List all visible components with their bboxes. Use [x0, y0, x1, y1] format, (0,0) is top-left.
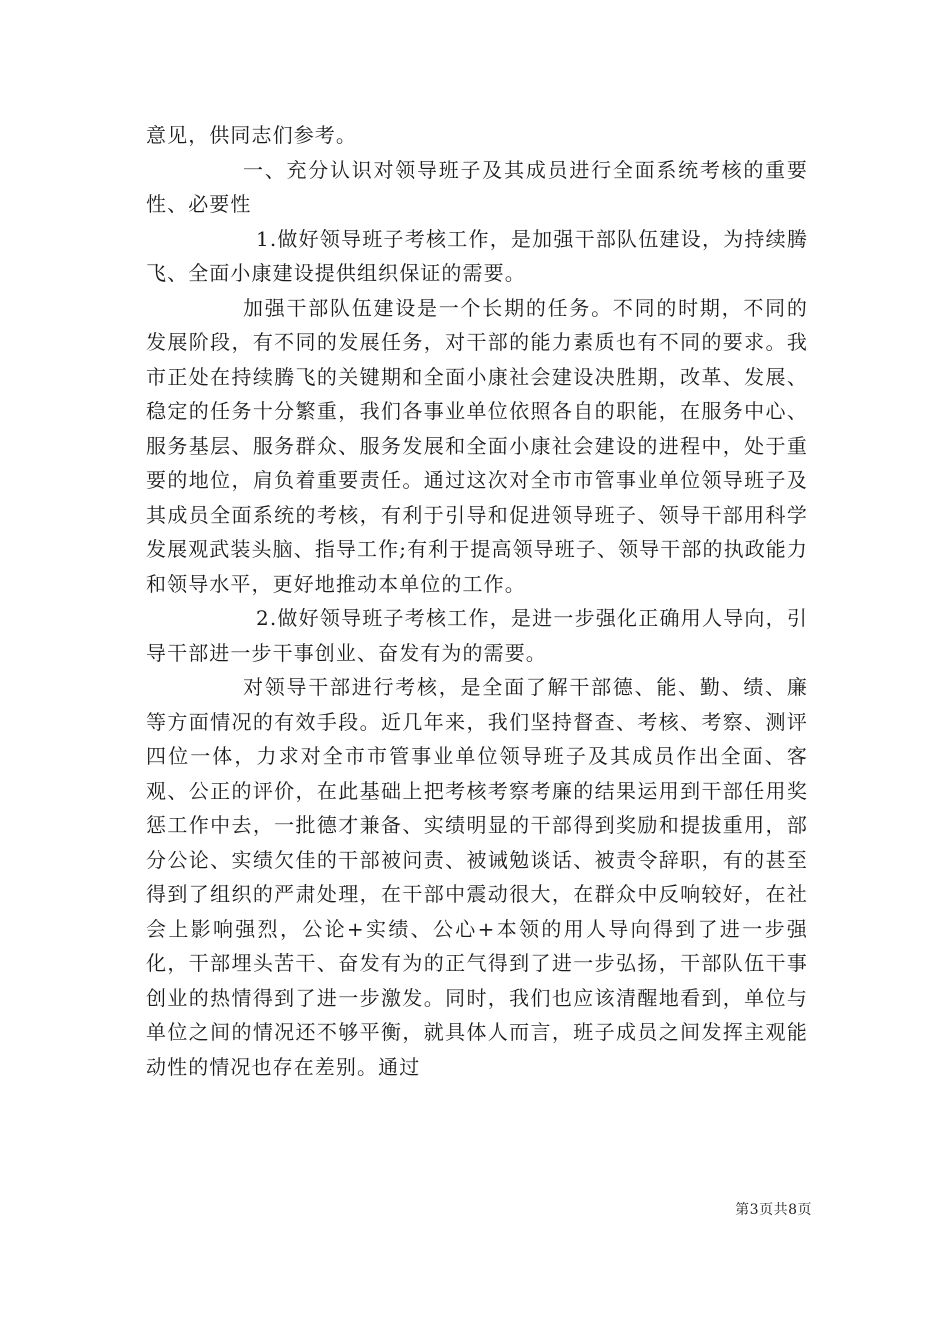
page-number: 第3页共8页	[735, 1202, 812, 1218]
numbered-point-1: 1.做好领导班子考核工作，是加强干部队伍建设，为持续腾飞、全面小康建设提供组织保证的需要。	[146, 226, 808, 285]
section-heading: 一、充分认识对领导班子及其成员进行全面系统考核的重要性、必要性	[146, 157, 808, 216]
paragraph-intro-end: 意见，供同志们参考。	[146, 123, 357, 147]
body-paragraph-1: 加强干部队伍建设是一个长期的任务。不同的时期，不同的发展阶段，有不同的发展任务，对干部的能力素质也有不同的要求。我市正处在持续腾飞的关键期和全面小康社会建设决胜期，改革、发展、稳定的任务十分繁重，我们各事业单位依照各自的职能，在服务中心、服务基层、服务群众、服务发展和全面小康社会建设的进程中，处于重要的地位，肩负着重要责任。通过这次对全市市管事业单位领导班子及其成员全面系统的考核，有利于引导和促进领导班子、领导干部用科学发展观武装头脑、指导工作;有利于提高领导班子、领导干部的执政能力和领导水平，更好地推动本单位的工作。	[146, 295, 808, 596]
body-paragraph-2: 对领导干部进行考核，是全面了解干部德、能、勤、绩、廉等方面情况的有效手段。近几年来，我们坚持督查、考核、考察、测评四位一体，力求对全市市管事业单位领导班子及其成员作出全面、客观、公正的评价，在此基础上把考核考察考廉的结果运用到干部任用奖惩工作中去，一批德才兼备、实绩明显的干部得到奖励和提拔重用，部分公论、实绩欠佳的干部被问责、被诫勉谈话、被责令辞职，有的甚至得到了组织的严肃处理，在干部中震动很大，在群众中反响较好，在社会上影响强烈，公论+实绩、公心+本领的用人导向得到了进一步强化，干部埋头苦干、奋发有为的正气得到了进一步弘扬，干部队伍干事创业的热情得到了进一步激发。同时，我们也应该清醒地看到，单位与单位之间的情况还不够平衡，就具体人而言，班子成员之间发挥主观能动性的情况也存在差别。通过	[146, 675, 808, 1079]
body-text	[146, 118, 808, 1084]
numbered-point-2: 2.做好领导班子考核工作，是进一步强化正确用人导向，引导干部进一步干事创业、奋发有为的需要。	[146, 606, 808, 665]
